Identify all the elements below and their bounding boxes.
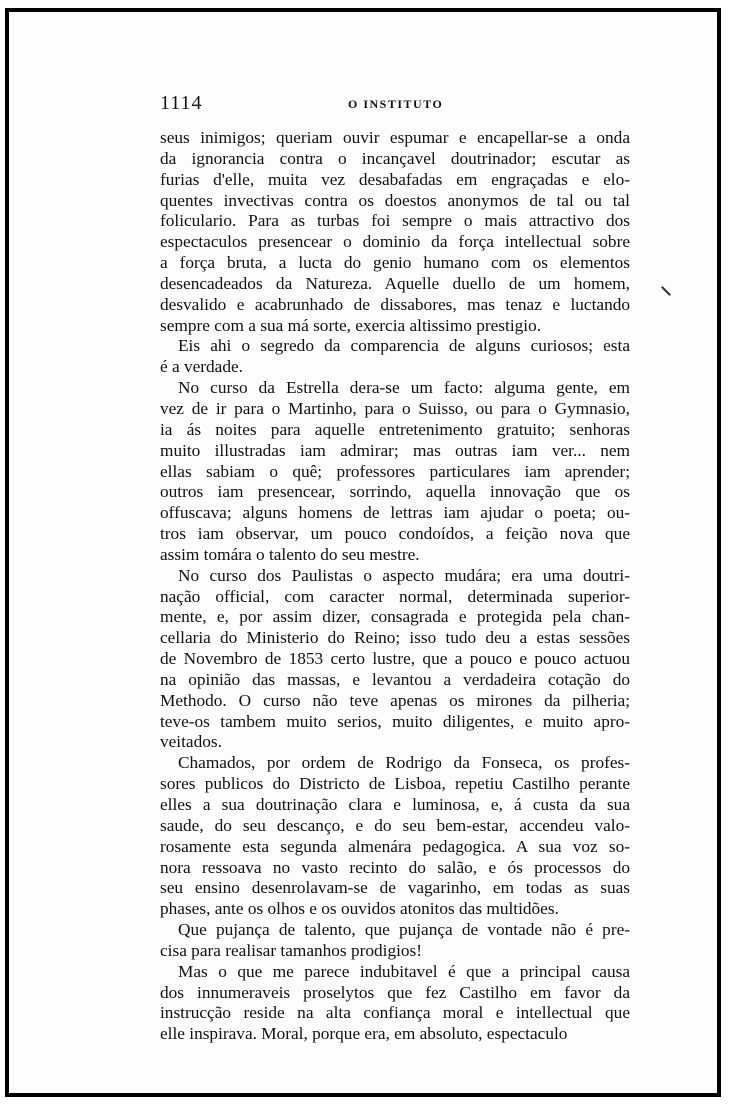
paragraph <box>160 566 630 754</box>
text-line: saude, do seu descanço, e do seu bem-estar, accendeu valo- <box>160 815 630 835</box>
paragraph <box>160 378 630 566</box>
text-line: rosamente esta segunda almenára pedagogica. A sua voz so- <box>160 836 630 856</box>
text-line: seu ensino desenrolavam-se de vagarinho, em todas as suas <box>160 878 630 898</box>
body-text <box>160 128 630 1045</box>
text-line: assim tomára o talento do seu mestre. <box>160 544 420 564</box>
text-line: No curso da Estrella dera-se um facto: alguma gente, em <box>178 378 630 398</box>
text-line: quentes invectivas contra os doestos anonymos de tal ou tal <box>160 190 630 210</box>
text-line: teve-os tambem muito serios, muito diligentes, e muito apro- <box>160 711 630 731</box>
text-line: ia ás noites para aquelle entretenimento gratuito; senhoras <box>160 419 630 439</box>
text-line: Que pujança de talento, que pujança de vontade não é pre- <box>178 920 630 940</box>
text-line: phases, ante os olhos e os ouvidos atonitos das multidões. <box>160 899 559 919</box>
text-line: é a verdade. <box>160 357 243 377</box>
text-line: de Novembro de 1853 certo lustre, que a pouco e pouco actuou <box>160 649 630 669</box>
page-header <box>160 92 630 116</box>
text-line: sempre com a sua má sorte, exercia altissimo prestigio. <box>160 315 542 335</box>
text-line: vez de ir para o Martinho, para o Suisso, ou para o Gymnasio, <box>160 398 630 418</box>
text-line: furias d'elle, muita vez desabafadas em engraçadas e elo- <box>160 169 630 189</box>
text-line: desvalido e acabrunhado de dissabores, mas tenaz e luctando <box>160 294 630 314</box>
text-line: ellas sabiam o quê; professores particulares iam aprender; <box>160 461 630 481</box>
text-line: offuscava; alguns homens de lettras iam ajudar o poeta; ou- <box>160 503 630 523</box>
text-line: Eis ahi o segredo da comparencia de alguns curiosos; esta <box>178 336 630 356</box>
text-line: mente, e, por assim dizer, consagrada e protegida pela chan- <box>160 607 630 627</box>
text-line: sores publicos do Districto de Lisboa, repetiu Castilho perante <box>160 774 630 794</box>
text-line: veitados. <box>160 732 222 752</box>
text-line: foliculario. Para as turbas foi sempre o mais attractivo dos <box>160 211 630 231</box>
page-number: 1114 <box>160 92 203 114</box>
text-line: elles a sua doutrinação clara e luminosa, e, á custa da sua <box>160 795 630 814</box>
text-line: da ignorancia contra o incançavel doutrinador; escutar as <box>160 148 630 168</box>
paragraph <box>160 128 630 336</box>
paragraph <box>160 962 630 1045</box>
paragraph <box>160 753 630 920</box>
text-line: Chamados, por ordem de Rodrigo da Fonseca, os profes- <box>178 753 630 773</box>
text-line: nação official, com caracter normal, determinada superior- <box>160 586 630 606</box>
paragraph <box>160 920 630 962</box>
text-line: No curso dos Paulistas o aspecto mudára; era uma doutri- <box>178 565 630 585</box>
text-line: dos innumeraveis proselytos que fez Castilho em favor da <box>160 982 630 1002</box>
text-line: desencadeados da Natureza. Aquelle duello de um homem, <box>160 273 630 293</box>
text-line: elle inspirava. Moral, porque era, em absoluto, espectaculo <box>160 1024 568 1044</box>
text-line: a força bruta, a lucta do genio humano com os elementos <box>160 253 630 273</box>
text-line: instrucção reside na alta confiança moral e intellectual que <box>160 1003 630 1023</box>
paragraph <box>160 336 630 378</box>
text-line: Mas o que me parece indubitavel é que a principal causa <box>178 961 630 981</box>
text-line: cisa para realisar tamanhos prodigios! <box>160 940 423 960</box>
text-line: cellaria do Ministerio do Reino; isso tudo deu a estas sessões <box>160 628 630 648</box>
text-line: Methodo. O curso não teve apenas os mirones da pilheria; <box>160 690 630 710</box>
text-line: seus inimigos; queriam ouvir espumar e encapellar-se a onda <box>160 128 630 147</box>
text-line: na opinião das massas, e levantou a verdadeira cotação do <box>160 669 630 689</box>
text-line: outros iam presencear, sorrindo, aquella innovação que os <box>160 482 630 502</box>
text-line: tros iam observar, um pouco condoídos, a feição nova que <box>160 524 630 544</box>
text-line: muito illustradas iam admirar; mas outras iam ver... nem <box>160 440 630 460</box>
text-line: nora ressoava no vasto recinto do salão, e ós processos do <box>160 857 630 877</box>
running-title: O INSTITUTO <box>348 97 444 111</box>
text-line: espectaculos presencear o dominio da força intellectual sobre <box>160 232 630 252</box>
